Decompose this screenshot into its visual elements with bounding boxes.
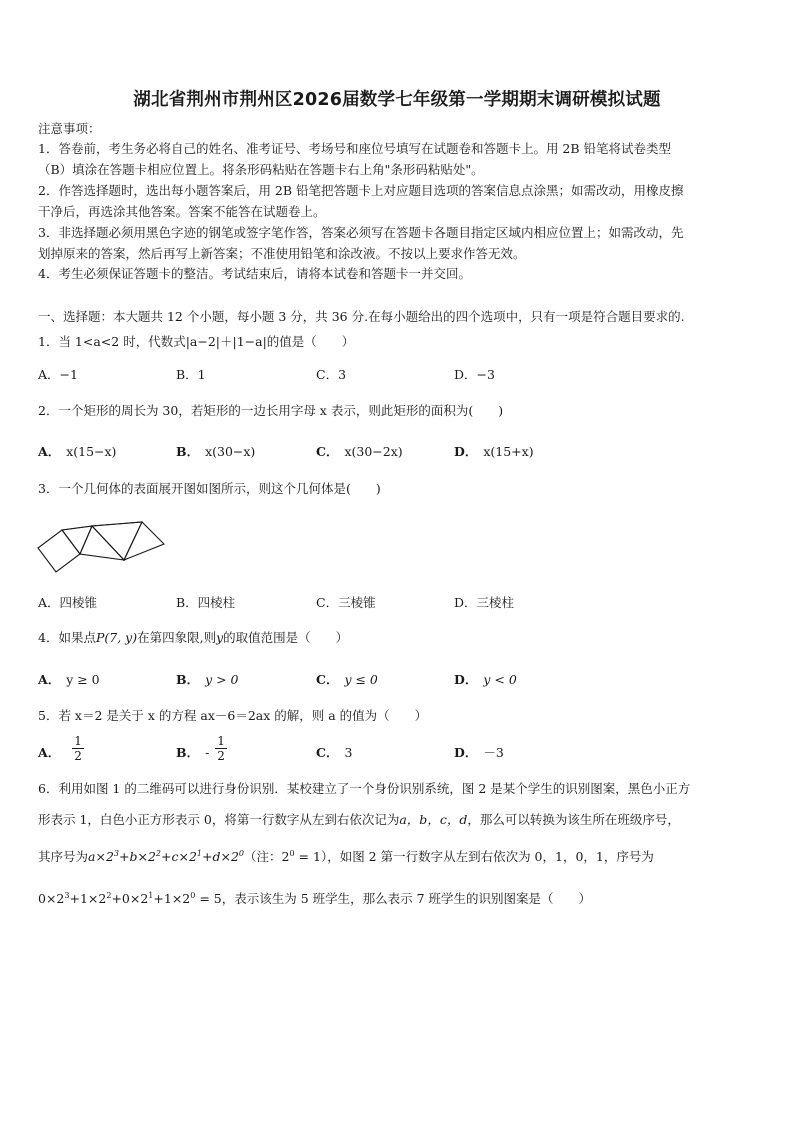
- question-5-options: [38, 733, 758, 771]
- zero-power-note: $2^0 = 1$: [281, 849, 321, 864]
- question-2-stem: 2．一个矩形的周长为 30，若矩形的一边长用字母 x 表示，则此矩形的面积为( ): [38, 403, 504, 418]
- option-c: C． y ≤ 0: [316, 672, 378, 687]
- example-calculation: $0\times 2^3+1\times 2^2+0\times 2^1+1\times 2^0 = 5$: [38, 891, 222, 906]
- option-d: D． －3: [454, 745, 504, 760]
- option-d: D．−3: [454, 367, 495, 382]
- option-b: B．1: [176, 367, 206, 382]
- option-c: C． x(30−2x): [316, 444, 403, 459]
- question-1-options: [38, 365, 758, 385]
- notice-heading: 注意事项：: [38, 121, 101, 136]
- question-3-options: [38, 593, 758, 613]
- question-4-stem: 4．如果点P(7, y)在第四象限,则y的取值范围是（ ）: [38, 630, 349, 645]
- option-c: C．三棱锥: [316, 595, 376, 610]
- notice-line-4: 干净后，再选涂其他答案。答案不能答在试题卷上。: [38, 204, 326, 219]
- option-d: D． y < 0: [454, 672, 517, 687]
- question-6-line-3: 其序号为$a\times 2^3+b\times 2^2+c\times 2^1+d\times 2^0$（注：$2^0 = 1$），如图 2 第一行数字从左到右依次为 0，1，0，1，序号为: [38, 849, 654, 864]
- notice-line-6: 划掉原来的答案，然后再写上新答案；不准使用铅笔和涂改液。不按以上要求作答无效。: [38, 246, 526, 261]
- fraction-one-half: $\frac{1}{2}$: [217, 734, 225, 763]
- net-triangle-face-4: [124, 522, 164, 560]
- notice-line-2: （B）填涂在答题卡相应位置上。将条形码粘贴在答题卡右上角"条形码粘贴处"。: [38, 162, 484, 177]
- option-c: C．3: [316, 367, 347, 382]
- option-a: A． x(15−x): [38, 444, 117, 459]
- section-heading: 一、选择题：本大题共 12 个小题，每小题 3 分，共 36 分.在每小题给出的四个选项中，只有一项是符合题目要求的.: [38, 309, 685, 324]
- question-5-stem: 5．若 x＝2 是关于 x 的方程 ax－6＝2ax 的解，则 a 的值为（ ）: [38, 708, 428, 723]
- option-d: D． x(15+x): [454, 444, 534, 459]
- notice-line-5: 3．非选择题必须用黑色字迹的钢笔或签字笔作答，答案必须写在答题卡各题目指定区域内相应位置上；如需改动，先: [38, 225, 684, 240]
- option-a: A．四棱锥: [38, 595, 98, 610]
- net-triangle-face-2: [80, 526, 124, 560]
- option-b: B．四棱柱: [176, 595, 236, 610]
- net-triangle-face-3: [92, 522, 142, 560]
- option-a: A． $\frac{1}{2}$: [38, 734, 82, 763]
- net-triangle-face-1: [62, 526, 92, 554]
- fraction-one-half: $\frac{1}{2}$: [74, 734, 82, 763]
- surface-net-figure: [36, 508, 168, 580]
- point-p: P(7, y): [95, 630, 138, 645]
- notice-line-1: 1．答卷前，考生务必将自己的姓名、准考证号、考场号和座位号填写在试题卷和答题卡上。用 2B 铅笔将试卷类型: [38, 141, 672, 156]
- notice-line-3: 2．作答选择题时，选出每小题答案后，用 2B 铅笔把答题卡上对应题目选项的答案信息点涂黑；如需改动，用橡皮擦: [38, 183, 684, 198]
- question-2-options: [38, 442, 758, 462]
- net-left-edge: [62, 526, 92, 530]
- notice-line-7: 4．考生必须保证答题卡的整洁。考试结束后，请将本试卷和答题卡一并交回。: [38, 266, 471, 281]
- question-6-line-4: $0\times 2^3+1\times 2^2+0\times 2^1+1\times 2^0 = 5$，表示该生为 5 班学生，那么表示 7 班学生的识别图案是（ ）: [38, 891, 592, 906]
- option-b: B． - $\frac{1}{2}$: [176, 734, 225, 763]
- option-b: B． y > 0: [176, 672, 239, 687]
- question-4-options: [38, 670, 758, 690]
- option-c: C． 3: [316, 745, 353, 760]
- option-b: B． x(30−x): [176, 444, 256, 459]
- question-1-stem: 1．当 1<a<2 时，代数式|a−2|＋|1−a|的值是（ ）: [38, 334, 355, 349]
- serial-formula: $a\times 2^3+b\times 2^2+c\times 2^1+d\times 2^0$: [88, 849, 244, 864]
- option-a: A． y ≥ 0: [38, 672, 100, 687]
- option-d: D．三棱柱: [454, 595, 515, 610]
- question-3-stem: 3．一个几何体的表面展开图如图所示，则这个几何体是( ): [38, 481, 381, 496]
- net-top-edge: [92, 522, 142, 526]
- question-6-line-2: 形表示 1，白色小正方形表示 0，将第一行数字从左到右依次记为a，b，c，d，那么可以转换为该生所在班级序号，: [38, 812, 680, 827]
- question-6-line-1: 6．利用如图 1 的二维码可以进行身份识别．某校建立了一个身份识别系统，图 2 是某个学生的识别图案，黑色小正方: [38, 781, 691, 796]
- exam-title: 湖北省荆州市荆州区2026届数学七年级第一学期期末调研模拟试题: [133, 90, 661, 110]
- option-a: A．−1: [38, 367, 78, 382]
- net-square-face: [38, 530, 80, 572]
